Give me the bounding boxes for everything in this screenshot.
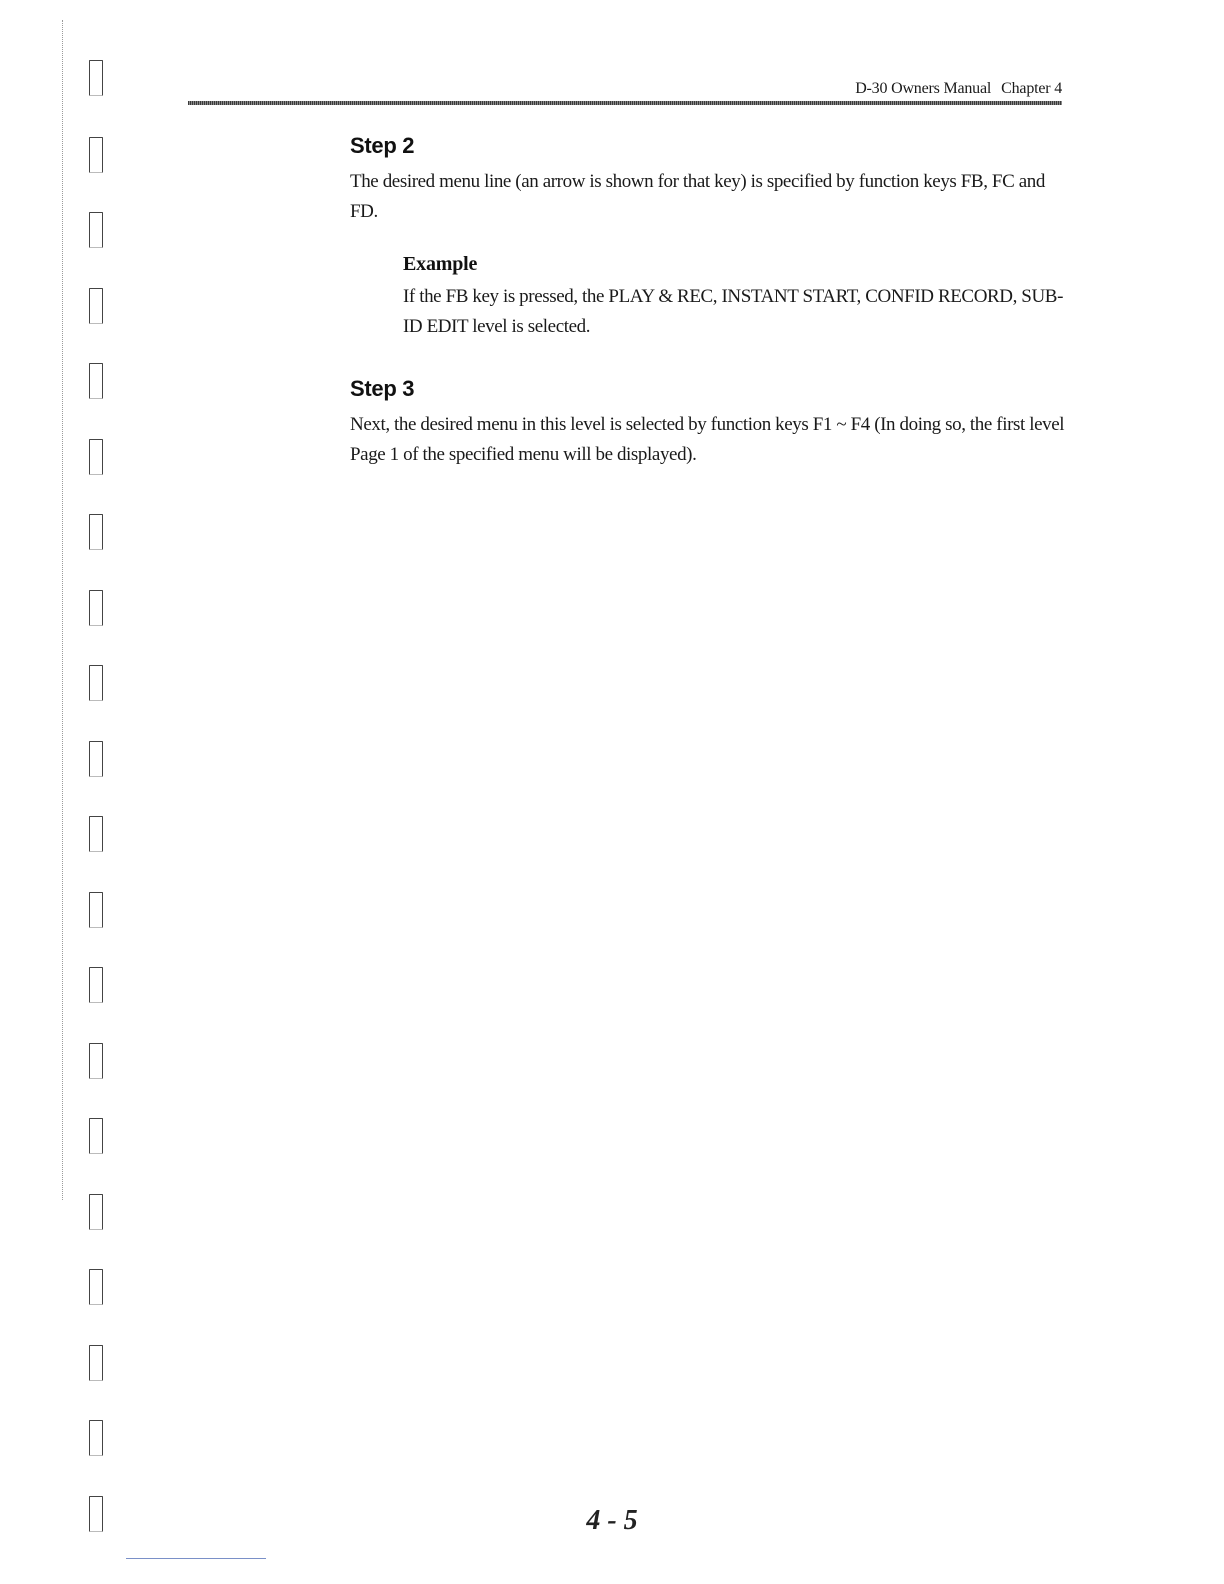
step-2-section: [350, 133, 1065, 227]
binder-hole-icon: [89, 60, 103, 96]
chapter-label: Chapter 4: [1001, 80, 1062, 97]
binder-hole-icon: [89, 514, 103, 550]
binder-hole-icon: [89, 816, 103, 852]
binder-hole-icon: [89, 212, 103, 248]
binder-hole-icon: [89, 892, 103, 928]
binder-hole-icon: [89, 1420, 103, 1456]
example-text: If the FB key is pressed, the PLAY & REC, INSTANT START, CONFID RECORD, SUB-ID EDIT level is selected.: [403, 286, 1063, 337]
step-3-section: [350, 376, 1065, 470]
binder-hole-icon: [89, 1269, 103, 1305]
example-section: [403, 253, 1065, 342]
step-3-heading: Step 3: [350, 376, 415, 401]
running-header: [855, 80, 1062, 98]
binder-hole-icon: [89, 1345, 103, 1381]
binder-hole-icon: [89, 1118, 103, 1154]
binder-hole-icon: [89, 967, 103, 1003]
binder-hole-icon: [89, 665, 103, 701]
footer-line: [126, 1558, 266, 1559]
step-3-text: Next, the desired menu in this level is selected by function keys F1 ~ F4 (In doing so, the first level Page 1 of the specified menu will be displayed).: [350, 414, 1065, 465]
binder-hole-icon: [89, 1043, 103, 1079]
step-2-heading: Step 2: [350, 133, 415, 158]
binder-hole-icon: [89, 363, 103, 399]
binder-hole-icon: [89, 1194, 103, 1230]
header-rule: [188, 101, 1062, 105]
binder-hole-icon: [89, 590, 103, 626]
binder-hole-icon: [89, 137, 103, 173]
page-number: 4 - 5: [586, 1505, 638, 1536]
example-heading: Example: [403, 253, 478, 275]
step-2-text: The desired menu line (an arrow is shown for that key) is specified by function keys FB, FC and FD.: [350, 171, 1045, 222]
binder-hole-icon: [89, 741, 103, 777]
binder-hole-icon: [89, 288, 103, 324]
manual-title: D-30 Owners Manual: [855, 80, 992, 97]
binder-margin-line: [62, 20, 63, 1200]
main-content: [350, 133, 1065, 470]
binder-hole-icon: [89, 439, 103, 475]
